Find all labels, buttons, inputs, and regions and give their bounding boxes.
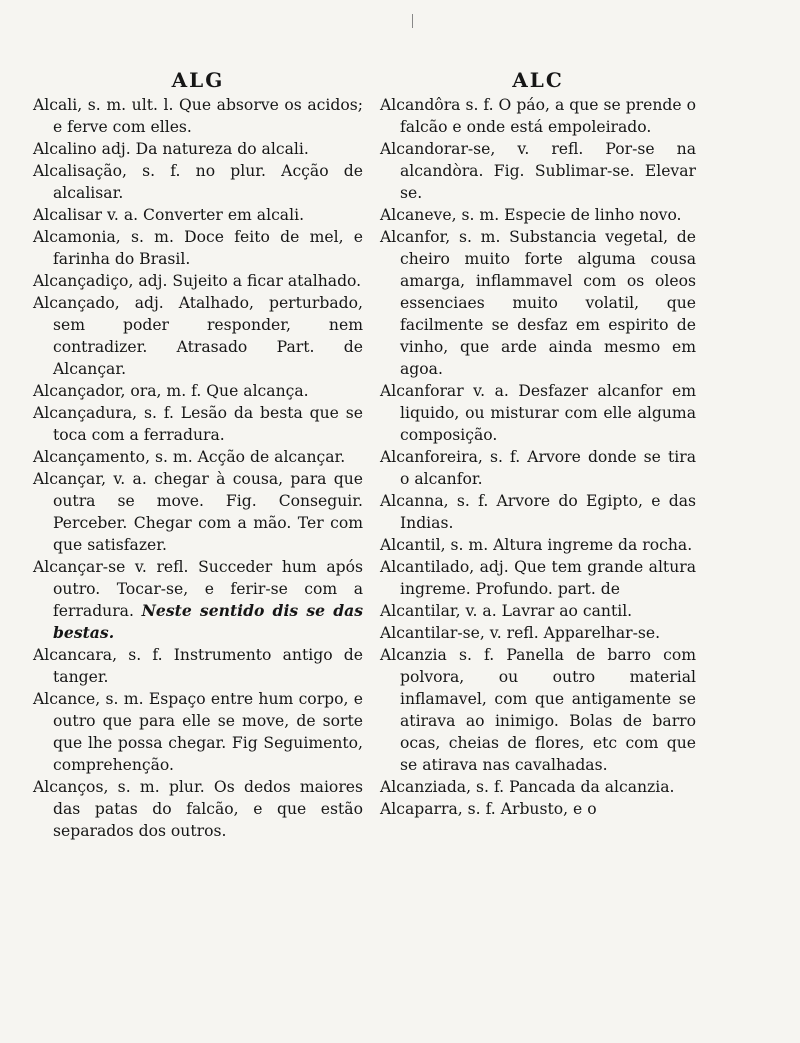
dictionary-entry xyxy=(33,160,363,204)
definition: adj. Da natureza do alcali. xyxy=(96,140,309,158)
headword: Alcanforeira xyxy=(380,448,478,466)
dictionary-entry xyxy=(380,380,696,446)
headword: Alcançamento xyxy=(33,448,146,466)
dictionary-entry xyxy=(380,138,696,204)
definition: , s. f. Arbusto, e o xyxy=(457,800,597,818)
definition: v. a. Desfazer alcanfor em liquido, ou misturar com elle alguma composição. xyxy=(400,382,696,444)
headword: Alcantilado xyxy=(380,558,470,576)
headword: Alcali xyxy=(33,96,78,114)
dictionary-entry xyxy=(380,446,696,490)
definition: , s. m. Doce feito de mel, e farinha do Brasil. xyxy=(53,228,363,268)
dictionary-entry xyxy=(33,688,363,776)
headword: Alcanna xyxy=(380,492,444,510)
headword: Alcançar xyxy=(33,470,102,488)
definition: , v. a. Lavrar ao cantil. xyxy=(455,602,633,620)
definition: , v. refl. Por-se na alcandòra. Fig. Sublimar-se. Elevar se. xyxy=(400,140,696,202)
dictionary-entry xyxy=(380,776,696,798)
definition: , s. f. Pancada da alcanzia. xyxy=(466,778,675,796)
headword: Alcantilar xyxy=(380,602,456,620)
right-entry-list xyxy=(380,94,696,820)
left-entry-list xyxy=(33,94,363,842)
dictionary-entry xyxy=(33,446,363,468)
dictionary-entry xyxy=(380,94,696,138)
dictionary-entry xyxy=(380,490,696,534)
headword: Alcaparra xyxy=(380,800,458,818)
definition: , v. refl. Apparelhar-se. xyxy=(479,624,661,642)
headword: Alcancara xyxy=(33,646,113,664)
definition: , s. m. plur. Os dedos maiores das patas do falcão, e que estão separados dos outros. xyxy=(53,778,363,840)
dictionary-entry xyxy=(380,534,696,556)
definition: , s. m. ult. l. Que absorve os acidos; e ferve com elles. xyxy=(53,96,363,136)
dictionary-entry xyxy=(33,204,363,226)
definition: , s. f. Arvore do Egipto, e das Indias. xyxy=(400,492,696,532)
definition: , s. m. Altura ingreme da rocha. xyxy=(440,536,693,554)
usage-note: Neste sentido dis se das bestas. xyxy=(53,601,363,642)
dictionary-entry xyxy=(33,556,363,644)
definition: , s. f. Instrumento antigo de tanger. xyxy=(53,646,363,686)
headword: Alcance xyxy=(33,690,96,708)
dictionary-entry xyxy=(33,270,363,292)
dictionary-entry xyxy=(380,226,696,380)
dictionary-entry xyxy=(33,644,363,688)
definition: v. refl. Succeder hum após outro. Tocar-se, e ferir-se com a ferradura. xyxy=(53,558,363,620)
dictionary-entry xyxy=(380,798,696,820)
dictionary-entry xyxy=(380,600,696,622)
headword: Alcantilar-se xyxy=(380,624,480,642)
headword: Alcançar-se xyxy=(33,558,126,576)
dictionary-entry xyxy=(380,644,696,776)
right-column xyxy=(380,66,696,820)
definition: , s. f. Arvore donde se tira o alcanfor. xyxy=(400,448,696,488)
margin-mark xyxy=(412,14,413,28)
headword: Alcanços xyxy=(33,778,104,796)
headword: Alcanziada xyxy=(380,778,467,796)
definition: , s. m. Espaço entre hum corpo, e outro que para elle se move, de sorte que lhe possa chegar. Fig Seguimento, comprehenção. xyxy=(53,690,363,774)
headword: Alcançador xyxy=(33,382,121,400)
dictionary-entry xyxy=(33,380,363,402)
dictionary-entry xyxy=(33,776,363,842)
dictionary-entry xyxy=(380,204,696,226)
headword: Alcaneve xyxy=(380,206,452,224)
definition: , v. a. chegar à cousa, para que outra se move. Fig. Conseguir. Perceber. Chegar com a mão. Ter com que satisfazer. xyxy=(53,470,363,554)
dictionary-entry xyxy=(380,622,696,644)
headword: Alcançado xyxy=(33,294,115,312)
dictionary-entry xyxy=(33,402,363,446)
definition: , adj. Atalhado, perturbado, sem poder responder, nem contradizer. Atrasado Part. de Alcançar. xyxy=(53,294,363,378)
definition: , s. f. Lesão da besta que se toca com a ferradura. xyxy=(53,404,363,444)
headword: Alcanfor xyxy=(380,228,446,246)
dictionary-entry xyxy=(33,226,363,270)
definition: , adj. Que tem grande altura ingreme. Profundo. part. de xyxy=(400,558,696,598)
headword: Alcalisação xyxy=(33,162,122,180)
dictionary-entry xyxy=(33,94,363,138)
definition: , s. m. Especie de linho novo. xyxy=(451,206,682,224)
definition: v. a. Converter em alcali. xyxy=(102,206,305,224)
definition: , s. m. Acção de alcançar. xyxy=(145,448,346,466)
definition: s. f. O páo, a que se prende o falcão e onde está empoleirado. xyxy=(400,96,696,136)
headword: Alcantil xyxy=(380,536,441,554)
definition: , ora, m. f. Que alcança. xyxy=(120,382,309,400)
left-column xyxy=(33,66,363,842)
left-column-header: ALG xyxy=(171,68,225,92)
dictionary-entry xyxy=(380,556,696,600)
headword: Alcamonia xyxy=(33,228,116,246)
headword: Alcançadura xyxy=(33,404,133,422)
dictionary-entry xyxy=(33,292,363,380)
definition: , adj. Sujeito a ficar atalhado. xyxy=(128,272,362,290)
headword: Alcandorar-se xyxy=(380,140,491,158)
headword: Alcanzia xyxy=(380,646,447,664)
dictionary-entry xyxy=(33,138,363,160)
definition: , s. m. Substancia vegetal, de cheiro muito forte alguma cousa amarga, inflammavel com os oleos essenciaes muito volatil, que facilmente se desfaz em espirito de vinho, que arde ainda mesmo em agoa. xyxy=(400,228,696,378)
definition: s. f. Panella de barro com polvora, ou outro material inflamavel, com que antigamente se atirava ao inimigo. Bolas de barro ocas, cheias de flores, etc com que se atirava nas cavalhadas. xyxy=(400,646,696,774)
dictionary-entry xyxy=(33,468,363,556)
right-column-header: ALC xyxy=(512,68,564,92)
headword: Alcançadiço xyxy=(33,272,129,290)
headword: Alcandôra xyxy=(380,96,461,114)
definition: , s. f. no plur. Acção de alcalisar. xyxy=(53,162,363,202)
headword: Alcanforar xyxy=(380,382,464,400)
headword: Alcalino xyxy=(33,140,97,158)
headword: Alcalisar xyxy=(33,206,103,224)
